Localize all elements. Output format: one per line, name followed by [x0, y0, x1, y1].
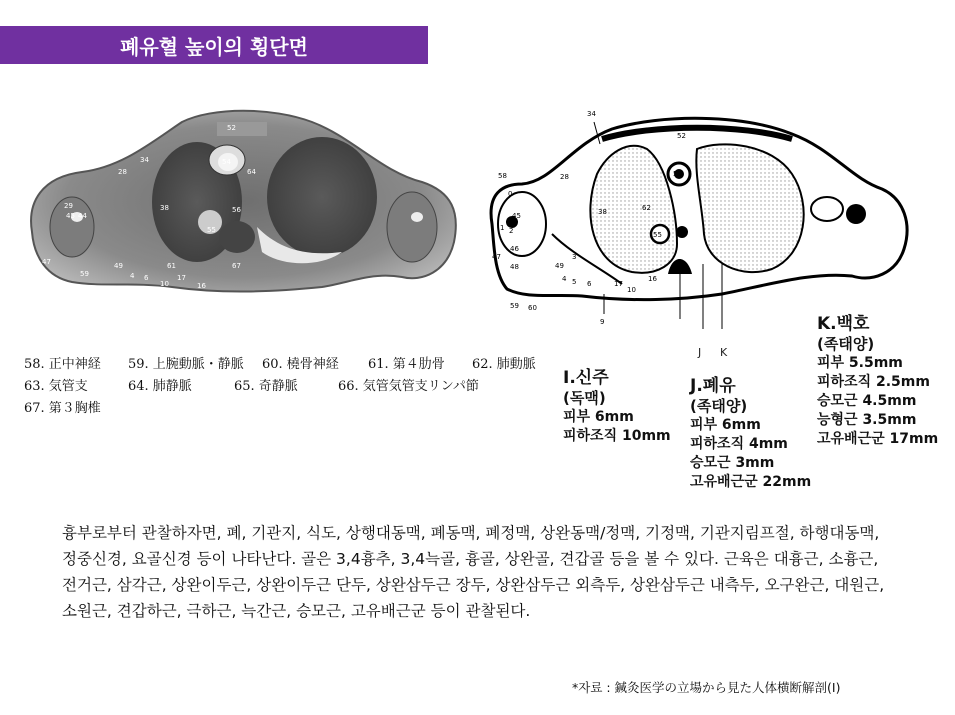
legend-item: 67. 第３胸椎: [24, 401, 101, 416]
acupoint-measure: 능형근 3.5mm: [817, 412, 917, 428]
drawing-label: 48: [510, 263, 519, 271]
drawing-label: 59: [510, 302, 519, 310]
page-title: 폐유혈 높이의 횡단면: [0, 26, 428, 64]
photo-label: 29: [64, 202, 73, 210]
drawing-label: 28: [560, 173, 569, 181]
acupoint-meridian: (독맥): [563, 389, 606, 407]
photo-label: 16: [197, 282, 206, 290]
photo-label: 17: [177, 274, 186, 282]
acupoint-i: [563, 368, 671, 446]
drawing-label: 45: [512, 212, 521, 220]
legend-item: 58. 正中神経: [24, 357, 101, 372]
photo-label: 6: [144, 274, 149, 282]
drawing-label: 67: [675, 266, 684, 274]
acupoint-measure: 피부 6mm: [690, 417, 761, 433]
drawing-label: 5: [572, 278, 577, 286]
drawing-label: 46: [510, 245, 519, 253]
photo-label: 54: [222, 158, 231, 166]
photo-label: 47: [42, 258, 51, 266]
photo-label: 67: [232, 262, 241, 270]
acupoint-measure: 고유배근군 17mm: [817, 431, 939, 447]
photo-label: 59: [80, 270, 89, 278]
drawing-label: 62: [642, 204, 651, 212]
acupoint-name: J.폐유: [690, 376, 736, 396]
photo-label: 38: [160, 204, 169, 212]
acupoint-measure: 고유배근군 22mm: [690, 474, 812, 490]
drawing-label: 54: [673, 170, 682, 178]
drawing-label: 9: [600, 318, 605, 326]
legend-row: [24, 354, 564, 376]
photo-label: 56: [232, 206, 241, 214]
drawing-label: 1: [500, 224, 505, 232]
acupoint-meridian: (족태양): [817, 335, 875, 353]
photo-label: 55: [207, 226, 216, 234]
drawing-label: 10: [627, 286, 636, 294]
acupoint-name: K.백호: [817, 314, 870, 334]
drawing-label: 34: [587, 110, 596, 118]
acupoint-measure: 피하조직 2.5mm: [817, 374, 930, 390]
drawing-label: 2: [509, 227, 514, 235]
legend-row: [24, 376, 564, 398]
acupoint-measure: 피하조직 4mm: [690, 436, 788, 452]
acupoint-measure: 피부 6mm: [563, 409, 634, 425]
drawing-label: 47: [492, 253, 501, 261]
drawing-label: 4: [562, 275, 567, 283]
photo-label: 34: [140, 156, 149, 164]
acupoint-j: [690, 376, 811, 492]
drawing-label: 6: [587, 280, 592, 288]
acupoint-k: [817, 314, 938, 449]
legend-item: 64. 肺静脈: [128, 379, 192, 394]
figure-legend: [24, 354, 564, 420]
drawing-label: 49: [555, 262, 564, 270]
photo-label: 28: [118, 168, 127, 176]
drawing-label: 55: [653, 231, 662, 239]
photo-label: 61: [167, 262, 176, 270]
line-label-k: K: [720, 346, 728, 359]
source-citation: *자료 : 鍼灸医学の立場から見た人体横断解剖(I): [572, 680, 841, 695]
cross-section-photo: [22, 82, 462, 312]
acupoint-meridian: (족태양): [690, 397, 748, 415]
legend-item: 65. 奇静脈: [234, 379, 298, 394]
drawing-label: 3: [572, 253, 577, 261]
legend-item: 66. 気管気管支リンパ節: [338, 379, 479, 394]
drawing-label: 0: [508, 190, 513, 198]
acupoint-measure: 피하조직 10mm: [563, 428, 671, 444]
photo-label: 45: [66, 212, 75, 220]
legend-item: 63. 気管支: [24, 379, 88, 394]
acupoint-measure: 승모근 3mm: [690, 455, 775, 471]
photo-label: 4: [130, 272, 135, 280]
drawing-label: 16: [648, 275, 657, 283]
legend-item: 59. 上腕動脈・静脈: [128, 357, 244, 372]
photo-label: 52: [227, 124, 236, 132]
legend-row: [24, 398, 564, 420]
acupoint-name: I.신주: [563, 368, 609, 388]
legend-item: 62. 肺動脈: [472, 357, 536, 372]
drawing-label: 60: [528, 304, 537, 312]
acupoint-measure: 승모근 4.5mm: [817, 393, 917, 409]
legend-item: 60. 橈骨神経: [262, 357, 339, 372]
line-label-j: J: [698, 346, 702, 359]
photo-label: 44: [78, 212, 87, 220]
drawing-label: 38: [598, 208, 607, 216]
acupoint-measure: 피부 5.5mm: [817, 355, 903, 371]
cross-section-drawing: [472, 104, 912, 329]
description-paragraph: 흉부로부터 관찰하자면, 폐, 기관지, 식도, 상행대동맥, 폐동맥, 폐정맥, 상완동맥/정맥, 기정맥, 기관지림프절, 하행대동맥, 정중신경, 요골신경 등이 나타난다. 골은 3,4흉추, 3,4늑골, 흉골, 상완골, 견갑골 등을 볼 수 있다. 근육은 대흉근, 소흉근, 전거근, 삼각근, 상완이두근, 상완이두근 단두, 상완삼두근 장두, 상완삼두근 외측두, 상완삼두근 내측두, 오구완근, 대원근, 소원근, 견갑하근, 극하근, 늑간근, 승모근, 고유배근군 등이 관찰된다.: [62, 524, 885, 620]
photo-label: 64: [247, 168, 256, 176]
drawing-label: 17: [614, 280, 623, 288]
photo-label: 49: [114, 262, 123, 270]
drawing-label: 58: [498, 172, 507, 180]
legend-item: 61. 第４肋骨: [368, 357, 445, 372]
drawing-label: 52: [677, 132, 686, 140]
photo-label: 10: [160, 280, 169, 288]
